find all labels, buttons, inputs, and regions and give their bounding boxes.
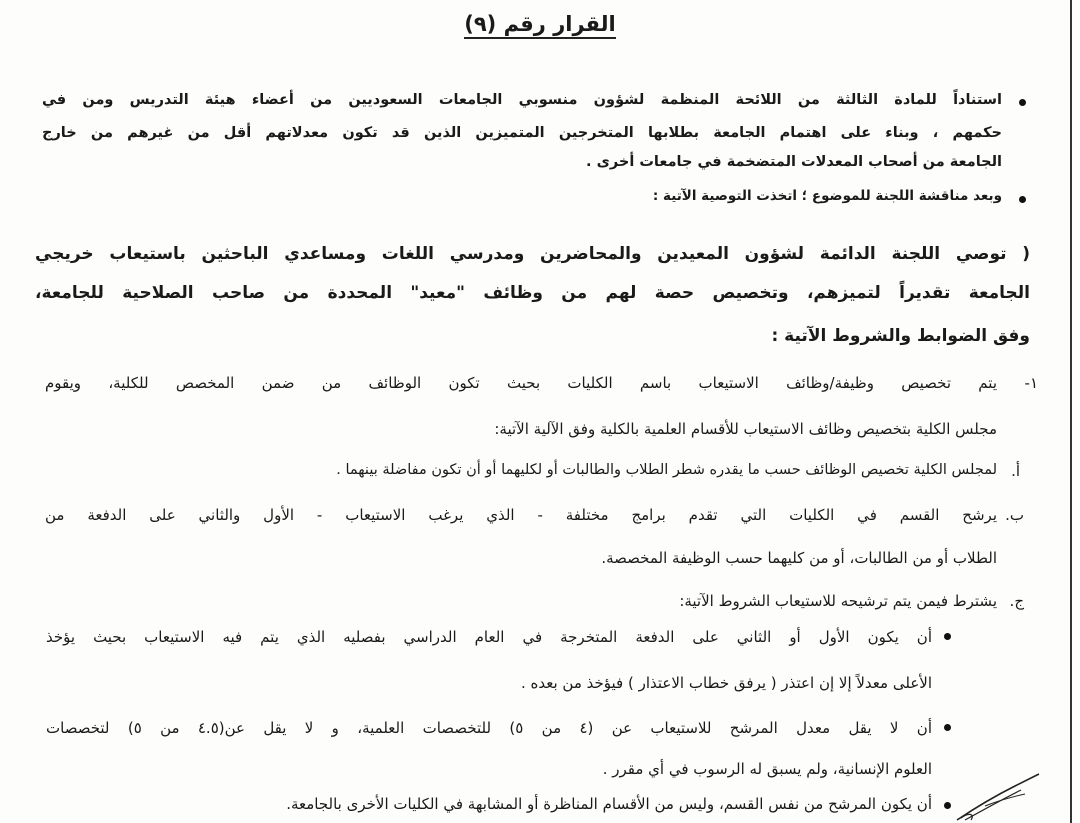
item-1-line-1: يتم تخصيص وظيفة/وظائف الاستيعاب باسم الكليات بحيث تكون الوظائف من ضمن المخصص للكلية، ويقوم: [45, 374, 997, 392]
recommendation-line-3: وفق الضوابط والشروط الآتية :: [771, 326, 1030, 346]
condition-2-line-1: أن لا يقل معدل المرشح للاستيعاب عن (٤ من ٥) للتخصصات العلمية، و لا يقل عن(٤.٥ من ٥) لتخصصات: [46, 719, 932, 737]
condition-1-line-1: أن يكون الأول أو الثاني على الدفعة المتخرجة في العام الدراسي بفصليه الذي يتم فيه الاستيعاب بحيث يؤخذ: [46, 628, 932, 646]
sub-b-line-1: يرشح القسم في الكليات التي تقدم برامج مختلفة - الذي يرغب الاستيعاب - الأول والثاني على الدفعة من: [45, 506, 997, 524]
bullet-icon: [944, 724, 951, 731]
decision-title: [0, 12, 1080, 36]
bullet-icon: [944, 802, 951, 809]
sub-b-marker: ب.: [1005, 506, 1024, 524]
preamble-line-1: استناداً للمادة الثالثة من اللائحة المنظمة لشؤون منسوبي الجامعات السعوديين من أعضاء هيئة التدريس ومن في: [42, 92, 1002, 108]
condition-1-line-2: الأعلى معدلاً إلا إن اعتذر ( يرفق خطاب الاعتذار ) فيؤخذ من بعده .: [520, 674, 932, 692]
item-1-marker: ١-: [1024, 374, 1038, 392]
recommendation-line-2: الجامعة تقديراً لتميزهم، وتخصيص حصة لهم من وظائف "معيد" المحددة من صاحب الصلاحية للجامعة،: [35, 283, 1030, 303]
sub-a-marker: أ.: [1011, 462, 1020, 480]
preamble-line-2: حكمهم ، وبناء على اهتمام الجامعة بطلابها المتخرجين المتميزين الذين قد تكون معدلاتهم أقل من غيرهم من خارج: [42, 125, 1002, 141]
condition-2-line-2: العلوم الإنسانية، ولم يسبق له الرسوب في أي مقرر .: [602, 760, 932, 778]
preamble-line-4: وبعد مناقشة اللجنة للموضوع ؛ اتخذت التوصية الآتية :: [652, 188, 1002, 204]
sub-c-text: يشترط فيمن يتم ترشيحه للاستيعاب الشروط الآتية:: [679, 592, 997, 610]
decision-title-text: القرار رقم (٩): [464, 12, 616, 39]
item-1-line-2: مجلس الكلية بتخصيص وظائف الاستيعاب للأقسام العلمية بالكلية وفق الآلية الآتية:: [494, 420, 997, 438]
sub-a-text: لمجلس الكلية تخصيص الوظائف حسب ما يقدره شطر الطلاب والطالبات أو لكليهما أو أن تكون مفاضلة بينهما .: [336, 462, 997, 478]
condition-3-line-1: أن يكون المرشح من نفس القسم، وليس من الأقسام المناظرة أو المشابهة في الكليات الأخرى بالجامعة.: [286, 795, 932, 813]
signature-mark: [955, 768, 1040, 823]
sub-b-line-2: الطلاب أو من الطالبات، أو من كليهما حسب الوظيفة المخصصة.: [601, 549, 997, 567]
recommendation-line-1: ( توصي اللجنة الدائمة لشؤون المعيدين والمحاضرين ومدرسي اللغات ومساعدي الباحثين باستيعاب خريجي: [35, 244, 1030, 264]
bullet-icon: [1019, 99, 1026, 106]
preamble-line-3: الجامعة من أصحاب المعدلات المتضخمة في جامعات أخرى .: [586, 154, 1002, 170]
bullet-icon: [944, 633, 951, 640]
page-edge-line: [1070, 0, 1072, 823]
sub-c-marker: ج.: [1009, 592, 1024, 610]
bullet-icon: [1019, 196, 1026, 203]
